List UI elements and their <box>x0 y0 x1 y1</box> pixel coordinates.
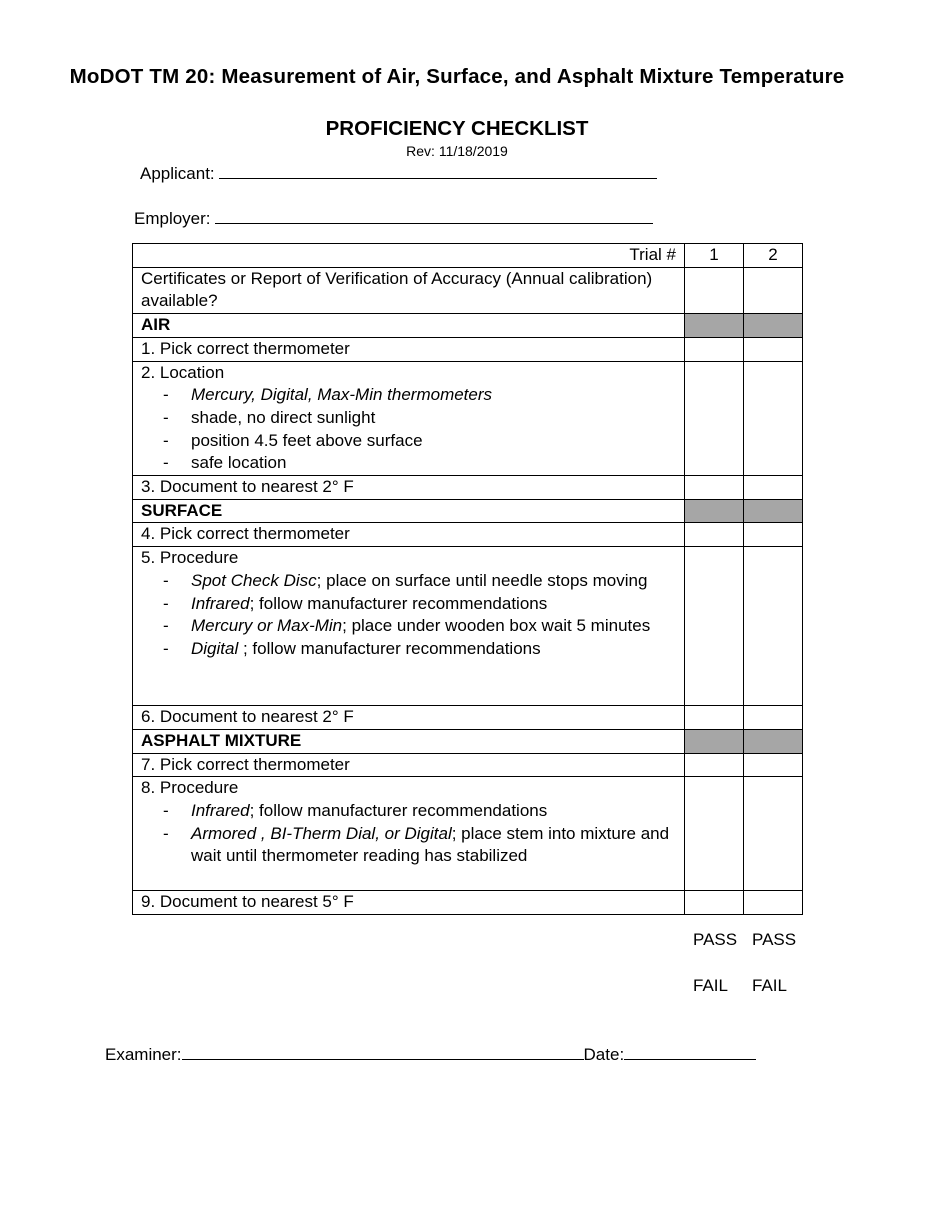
checklist-heading: PROFICIENCY CHECKLIST <box>325 117 589 140</box>
fail-1[interactable]: FAIL <box>693 976 728 995</box>
bullet-text: ; place stem into mixture and wait until thermometer reading has stabilized <box>191 823 670 866</box>
table-header-row <box>133 244 803 268</box>
item-7: 7. Pick correct thermometer <box>133 753 685 777</box>
date-label: Date: <box>583 1045 625 1064</box>
section-label: AIR <box>133 314 685 338</box>
bullet-text: ; follow manufacturer recommendations <box>249 800 548 820</box>
table-row <box>133 337 803 361</box>
bullet-text-italic: Armored , BI-Therm Dial, or Digital <box>191 823 452 843</box>
table-row <box>133 361 803 476</box>
table-row <box>133 753 803 777</box>
list-item <box>141 384 676 407</box>
applicant-line[interactable] <box>219 162 657 179</box>
bullet-dash: - <box>163 800 169 820</box>
bullet-text: ; place under wooden box wait 5 minutes <box>342 616 651 636</box>
bullet-text-italic: Spot Check Disc <box>191 570 317 590</box>
bullet-text: position 4.5 feet above surface <box>191 430 423 450</box>
bullet-dash: - <box>163 616 169 636</box>
document-title: MoDOT TM 20: Measurement of Air, Surface, and Asphalt Mixture Temperature <box>69 65 845 88</box>
examiner-field[interactable] <box>105 1043 756 1065</box>
trial-2-cell[interactable] <box>744 777 803 891</box>
list-item <box>141 638 676 661</box>
trial-1-cell[interactable] <box>685 476 744 500</box>
trial-2-cell[interactable] <box>744 476 803 500</box>
item-6: 6. Document to nearest 2° F <box>133 706 685 730</box>
item-2-label: 2. Location <box>141 362 225 382</box>
fail-2[interactable]: FAIL <box>752 976 787 995</box>
trial-2-cell[interactable] <box>744 267 803 313</box>
item-5-label: 5. Procedure <box>141 548 239 568</box>
bullet-text: Mercury, Digital, Max-Min thermometers <box>191 385 493 405</box>
trial-1-cell[interactable] <box>685 523 744 547</box>
trial-1-header: 1 <box>685 244 744 268</box>
trial-2-header: 2 <box>744 244 803 268</box>
bullet-dash: - <box>163 638 169 658</box>
section-row-asphalt <box>133 729 803 753</box>
list-item <box>141 452 676 475</box>
bullet-text: ; follow manufacturer recommendations <box>249 593 548 613</box>
bullet-dash: - <box>163 407 169 427</box>
examiner-label: Examiner: <box>105 1045 182 1064</box>
applicant-label: Applicant: <box>140 164 215 183</box>
item-8-label: 8. Procedure <box>141 778 239 798</box>
trial-1-cell[interactable] <box>685 267 744 313</box>
shaded-cell <box>685 499 744 523</box>
checklist-table <box>132 243 803 915</box>
item-8 <box>133 777 685 891</box>
trial-2-cell[interactable] <box>744 706 803 730</box>
item-9: 9. Document to nearest 5° F <box>133 891 685 915</box>
table-row <box>133 706 803 730</box>
list-item <box>141 593 676 616</box>
employer-line[interactable] <box>215 207 653 224</box>
shaded-cell <box>685 729 744 753</box>
bullet-text-italic: Infrared <box>191 593 250 613</box>
bullet-text-italic: Infrared <box>191 800 250 820</box>
trial-1-cell[interactable] <box>685 753 744 777</box>
shaded-cell <box>744 729 803 753</box>
trial-2-cell[interactable] <box>744 753 803 777</box>
item-1: 1. Pick correct thermometer <box>133 337 685 361</box>
bullet-text: ; follow manufacturer recommendations <box>238 638 541 658</box>
table-row <box>133 891 803 915</box>
bullet-dash: - <box>163 453 169 473</box>
section-row-surface <box>133 499 803 523</box>
trial-1-cell[interactable] <box>685 706 744 730</box>
bullet-dash: - <box>163 385 169 405</box>
trial-2-cell[interactable] <box>744 523 803 547</box>
trial-1-cell[interactable] <box>685 337 744 361</box>
table-row <box>133 476 803 500</box>
section-label: SURFACE <box>133 499 685 523</box>
bullet-dash: - <box>163 570 169 590</box>
bullet-text-italic: Digital <box>191 638 239 658</box>
list-item <box>141 407 676 430</box>
revision-date: Rev: 11/18/2019 <box>406 143 508 159</box>
bullet-dash: - <box>163 823 169 843</box>
trial-2-cell[interactable] <box>744 337 803 361</box>
employer-field[interactable] <box>134 207 653 229</box>
item-4: 4. Pick correct thermometer <box>133 523 685 547</box>
trial-1-cell[interactable] <box>685 891 744 915</box>
bullet-text: ; place on surface until needle stops moving <box>316 570 648 590</box>
shaded-cell <box>744 314 803 338</box>
applicant-field[interactable] <box>140 162 657 184</box>
bullet-text: shade, no direct sunlight <box>191 407 376 427</box>
trial-2-cell[interactable] <box>744 547 803 706</box>
trial-1-cell[interactable] <box>685 547 744 706</box>
pass-2[interactable]: PASS <box>752 930 797 949</box>
date-line[interactable] <box>624 1043 756 1060</box>
cert-item: Certificates or Report of Verification of Accuracy (Annual calibration) available? <box>133 267 685 313</box>
table-row <box>133 777 803 891</box>
list-item <box>141 615 676 638</box>
bullet-dash: - <box>163 430 169 450</box>
trial-2-cell[interactable] <box>744 361 803 476</box>
list-item <box>141 570 676 593</box>
list-item <box>141 823 676 868</box>
section-label: ASPHALT MIXTURE <box>133 729 685 753</box>
table-row <box>133 523 803 547</box>
shaded-cell <box>744 499 803 523</box>
trial-1-cell[interactable] <box>685 777 744 891</box>
trial-label: Trial # <box>133 244 685 268</box>
bullet-dash: - <box>163 593 169 613</box>
section-row-air <box>133 314 803 338</box>
shaded-cell <box>685 314 744 338</box>
employer-label: Employer: <box>134 209 211 228</box>
bullet-text-italic: Mercury or Max-Min <box>191 616 343 636</box>
examiner-line[interactable] <box>182 1043 584 1060</box>
list-item <box>141 800 676 823</box>
trial-2-cell[interactable] <box>744 891 803 915</box>
item-5 <box>133 547 685 706</box>
pass-1[interactable]: PASS <box>693 930 738 949</box>
item-2 <box>133 361 685 476</box>
list-item <box>141 430 676 453</box>
bullet-text: safe location <box>191 453 287 473</box>
table-row <box>133 547 803 706</box>
table-row <box>133 267 803 313</box>
trial-1-cell[interactable] <box>685 361 744 476</box>
item-3: 3. Document to nearest 2° F <box>133 476 685 500</box>
